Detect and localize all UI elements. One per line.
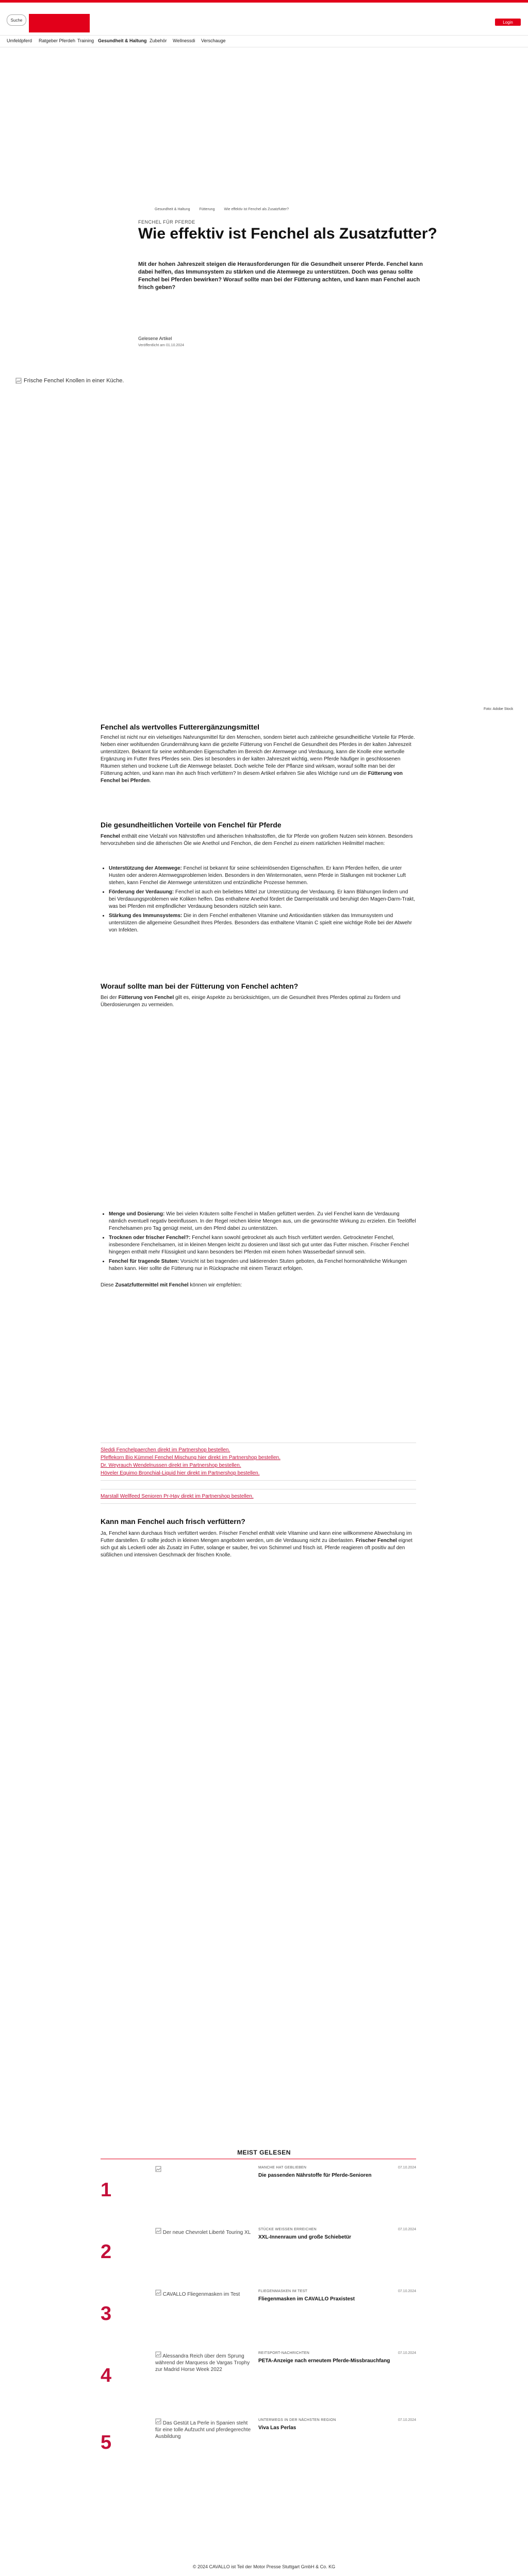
item-date: 07.10.2024 [398,2418,416,2422]
broken-image-icon [155,2228,161,2234]
most-read-item[interactable] [101,2226,416,2283]
paragraph-text: können wir empfehlen: [188,1282,242,1288]
benefit-list [101,865,416,934]
product-link[interactable]: Pfeffekorn Bio Kümmel Fenchel Mischung hier direkt im Partnershop bestellen. [101,1455,280,1461]
product-link[interactable]: Höveler Equimo Bronchial-Liquid hier direkt im Partnershop bestellen. [101,1470,260,1476]
item-category: MANCHE HAT GEBLIEBEN [258,2166,307,2170]
product-link[interactable]: Sleddi Fenchelpaerchen direkt im Partnershop bestellen. [101,1447,230,1453]
login-button[interactable]: Login [495,19,521,26]
broken-image-icon [155,2290,161,2296]
paragraph-text: Bei der [101,995,119,1001]
broken-image-icon [155,2351,161,2358]
list-item-title: Fenchel für tragende Stuten: [109,1259,179,1264]
nav-item-active[interactable]: Gesundheit & Haltung [98,38,147,43]
list-item-title: Förderung der Verdauung: [109,889,174,895]
paragraph-bold: Fütterung von Fenchel bei Pferden [101,771,403,784]
nav-item[interactable]: Training [77,38,94,43]
nav-item[interactable]: Ratgeber Pferdeh [39,38,76,43]
article-kicker: FENCHEL FÜR PFERDE [138,219,195,225]
paragraph [101,994,416,1009]
thumbnail [155,2418,253,2440]
most-read-heading: MEIST GELESEN [237,2149,291,2156]
section-body [101,833,416,936]
product-link-list [101,1489,416,1504]
copyright: © 2024 CAVALLO ist Teil der Motor Presse Stuttgart GmbH & Co. KG [192,2564,336,2569]
nav-item[interactable]: Wellnessdi [173,38,195,43]
paragraph-text: Ja, Fenchel kann durchaus frisch verfüttert werden. Frischer Fenchel enthält viele Vitamine und kann eine willkommene Abwechslung im Futter darstellen. Er sollte jedoch in kleinen Mengen angeboten werden, um die Verdauung nicht zu überlasten. [101,1531,412,1544]
list-item [109,865,416,887]
thumbnail [155,2351,253,2373]
paragraph [101,833,416,848]
list-item [109,1258,416,1273]
broken-image-icon [15,378,22,384]
section-body [101,1530,416,1559]
site-header [0,3,528,35]
item-date: 07.10.2024 [398,2166,416,2170]
product-link[interactable]: Marstall Wellfeed Senioren Pr-Hay direkt im Partnershop bestellen. [101,1494,254,1499]
hero-image [15,378,124,384]
item-date: 07.10.2024 [398,2290,416,2293]
author-label[interactable]: Gelesene Artikel [138,336,172,341]
item-date: 07.10.2024 [398,2228,416,2231]
feeding-list [101,1211,416,1273]
list-item [109,1234,416,1256]
paragraph-bold: Zusatzfuttermittel mit Fenchel [115,1282,189,1288]
thumbnail [155,2166,253,2174]
section-body [101,994,416,1009]
search-button[interactable] [7,14,26,26]
item-category: FLIEGENMASKEN IM TEST [258,2290,308,2293]
publish-date: Veröffentlicht am 01.10.2024 [138,344,184,347]
item-headline[interactable]: Fliegenmasken im CAVALLO Praxistest [258,2296,355,2302]
broken-image-icon [155,2166,161,2172]
list-item-text: Wie bei vielen Kräutern sollte Fenchel in Maßen gefüttert werden. Zu viel Fenchel kann die Verdauung nämlich eventuell negativ beeinflussen. In der Regel reichen kleine Mengen aus, um die gewünschte Wirkung zu erzielen. Ein Teelöffel Fenchelsamen pro Tag genügt meist, um den Pferd dabei zu unterstützen. [109,1211,416,1231]
nav-item[interactable]: Zubehör [150,38,167,43]
item-headline[interactable]: XXL-Innenraum und große Schiebetür [258,2234,352,2240]
nav-item[interactable]: Umfeldpferd [7,38,32,43]
paragraph-bold: Frischer Fenchel [355,1538,397,1544]
list-item-text: Die in dem Fenchel enthaltenen Vitamine und Antioxidantien stärken das Immunsystem und unterstützen die allgemeine Gesundheit Ihres Pferdes. Besonders das enthaltene Vitamin C spielt eine wichtige Rolle bei der Abwehr von Infekten. [109,913,412,933]
item-category: UNTERWEGS IN DER NÄCHSTEN REGION [258,2418,336,2422]
nav-item[interactable]: Verschauge [201,38,226,43]
rank-number: 2 [101,2241,112,2263]
main-navigation [0,35,528,47]
list-item-title: Unterstützung der Atemwege: [109,866,182,871]
paragraph: Fenchel ist nicht nur ein vielseitiges Nahrungsmittel für den Menschen, sondern bietet auch zahlreiche gesundheitliche Vorteile für Pferde. Neben einer wohltuenden Grundernährung kann die gezielte Fütterung von Fenchel die Gesundheit des Pferdes in der kalten Jahreszeit unterstützen. Bekannt für seine wohltuenden Eigenschaften im Bereich der Atemwege und Verdauung, kann die Knolle eine wertvolle Ergänzung im Futter Ihres Pferdes sein. Dies ist besonders in der kalten Jahreszeit wichtig, wenn Pferde häufiger in geschlossenen Räumen stehen und trockene Luft die Atemwege belastet. Doch welche Teile der Pflanze sind wirksam, worauf sollte man bei der Fütterung achten, und kann man ihn auch frisch verfüttern? In diesem Artikel erfahren Sie alles Wichtige rund um die Fütterung von Fenchel bei Pferden. [101,735,415,784]
list-item-text: Fenchel ist bekannt für seine schleimlösenden Eigenschaften. Er kann Pferden helfen, die unter Husten oder anderen Atemwegsproblemen leiden. Besonders in den Wintermonaten, wenn Pferde in Stallungen mit trockener Luft stehen, kann Fenchel die Atemwege unterstützen und entzündliche Prozesse hemmen. [109,866,406,886]
list-item [109,889,416,910]
thumbnail [155,2290,253,2298]
rank-number: 1 [101,2179,112,2201]
item-headline[interactable]: Viva Las Perlas [258,2425,296,2431]
section-heading: Die gesundheitlichen Vorteile von Fenchel für Pferde [101,821,282,829]
list-item-title: Trocknen oder frischer Fenchel?: [109,1235,191,1241]
most-read-item[interactable] [101,2287,416,2345]
paragraph-text: gilt es, einige Aspekte zu berücksichtigen, um die Gesundheit Ihres Pferdes optimal zu fördern und Überdosierungen zu vermeiden. [101,995,401,1008]
section-body [101,1211,416,1289]
breadcrumb [155,208,289,211]
rank-number: 5 [101,2432,112,2453]
rank-number: 4 [101,2365,112,2386]
paragraph-bold: Fütterung von Fenchel [118,995,174,1001]
thumbnail [155,2228,253,2236]
paragraph-text: eignet sich gut als Leckerli oder als Zusatz im Futter, solange er sauber, frei von Schimmel und frisch ist. Pferde reagieren oft positiv auf den süßlichen und intensiven Geschmack der frischen Knolle. [101,1538,412,1558]
page-title: Wie effektiv ist Fenchel als Zusatzfutter? [138,225,437,242]
item-headline[interactable]: Die passenden Nährstoffe für Pferde-Senioren [258,2173,372,2178]
rank-number: 3 [101,2303,112,2325]
product-link[interactable]: Dr. Weyrauch Wendelnussen direkt im Partnershop bestellen. [101,1463,241,1468]
most-read-item[interactable] [101,2349,416,2407]
item-headline[interactable]: PETA-Anzeige nach erneutem Pferde-Missbrauchfang [258,2358,390,2364]
image-credit: Foto: Adobe Stock [484,707,514,711]
thumbnail-alt: Alessandra Reich über dem Sprung während der Marquess de Vargas Trophy zur Madrid Horse Week 2022 [155,2353,250,2372]
paragraph [101,1282,416,1289]
item-date: 07.10.2024 [398,2351,416,2355]
paragraph-bold: Fenchel [101,834,120,839]
thumbnail-alt: CAVALLO Fliegenmasken im Test [162,2292,240,2297]
section-heading: Kann man Fenchel auch frisch verfüttern? [101,1517,245,1526]
breadcrumb-item: Wie effektiv ist Fenchel als Zusatzfutter? [224,208,289,211]
paragraph-text: enthält eine Vielzahl von Nährstoffen und ätherischen Inhaltsstoffen, die für Pferde von großem Nutzen sein können. Besonders hervorzuheben sind die ätherischen Öle wie Anethol und Fenchon, die dem Fenchel zu einem natürlichen Heilmittel machen: [101,834,413,846]
list-item-text: Fenchel ist auch ein beliebtes Mittel zur Unterstützung der Verdauung. Er kann Blähungen lindern und bei Verdauungsproblemen wie Koliken helfen. Das enthaltene Anethol fördert die Darmperistaltik und beruhigt den Magen-Darm-Trakt, was bei Pferden mit empfindlicher Verdauung besonders nützlich sein kann. [109,889,415,909]
product-link-list [101,1443,416,1481]
breadcrumb-item[interactable]: Gesundheit & Haltung [155,208,190,211]
section-heading: Fenchel als wertvolles Futterergänzungsmittel [101,723,260,731]
paragraph [101,1530,416,1559]
list-item-title: Stärkung des Immunsystems: [109,913,183,919]
broken-image-icon [155,2418,161,2425]
list-item-text: Fenchel kann sowohl getrocknet als auch frisch verfüttert werden. Getrockneter Fenchel, insbesondere Fenchelsamen, ist in kleinen Mengen leicht zu dosieren und lässt sich gut unter das Futter mischen. Frischer Fenchel hingegen enthält mehr Flüssigkeit und kann besonders bei Pferden mit einem hohen Wasserbedarf sinnvoll sein. [109,1235,409,1255]
thumbnail-alt: Das Gestüt La Perle in Spanien steht für eine tolle Aufzucht und pferdegerechte Ausbildung [155,2420,251,2439]
paragraph-text: Fenchel ist nicht nur ein vielseitiges Nahrungsmittel für den Menschen, sondern bietet auch zahlreiche gesundheitliche Vorteile für Pferde. Neben einer wohltuenden Grundernährung kann die gezielte Fütterung von Fenchel die Gesundheit des Pferdes in der kalten Jahreszeit unterstützen. Bekannt für seine wohltuenden Eigenschaften im Bereich der Atemwege und Verdauung, kann die Knolle eine wertvolle Ergänzung im Futter Ihres Pferdes sein. Dies ist besonders in der kalten Jahreszeit wichtig, wenn Pferde häufiger in geschlossenen Räumen stehen und trockene Luft die Atemwege belastet. Doch welche Teile der Pflanze sind wirksam, worauf sollte man bei der Fütterung achten, und kann man ihn auch frisch verfüttern? In diesem Artikel erfahren Sie alles Wichtige rund um die [101,735,415,776]
list-item-text: Vorsicht ist bei tragenden und laktierenden Stuten geboten, da Fenchel hormonähnliche Wirkungen haben kann. Hier sollte die Fütterung nur in Rücksprache mit einem Tierarzt erfolgen. [109,1259,407,1272]
search-label: Suche [10,18,23,23]
list-item [109,1211,416,1232]
paragraph-text: Diese [101,1282,116,1288]
site-logo[interactable] [29,14,90,32]
section-heading: Worauf sollte man bei der Fütterung von Fenchel achten? [101,982,299,990]
most-read-item[interactable] [101,2164,416,2222]
item-category: STÜCKE WEISSEN ERREICHEN [258,2228,317,2231]
hero-image-alt: Frische Fenchel Knollen in einer Küche. [24,378,124,384]
thumbnail-alt: Der neue Chevrolet Liberté Touring XL [162,2230,251,2235]
most-read-item[interactable] [101,2416,416,2474]
item-category: REITSPORT-NACHRICHTEN [258,2351,310,2355]
breadcrumb-item[interactable]: Fütterung [199,208,215,211]
article-lead: Mit der hohen Jahreszeit steigen die Herausforderungen für die Gesundheit unserer Pferde. Fenchel kann dabei helfen, das Immunsystem zu stärken und die Atemwege zu unterstützen. Doch was genau sollte Fenchel bei Pferden bewirken? Worauf sollte man bei der Fütterung achten, und kann man Fenchel auch frisch geben? [138,261,423,291]
section-body [101,734,416,785]
list-item-title: Menge und Dosierung: [109,1211,165,1217]
list-item [109,912,416,934]
